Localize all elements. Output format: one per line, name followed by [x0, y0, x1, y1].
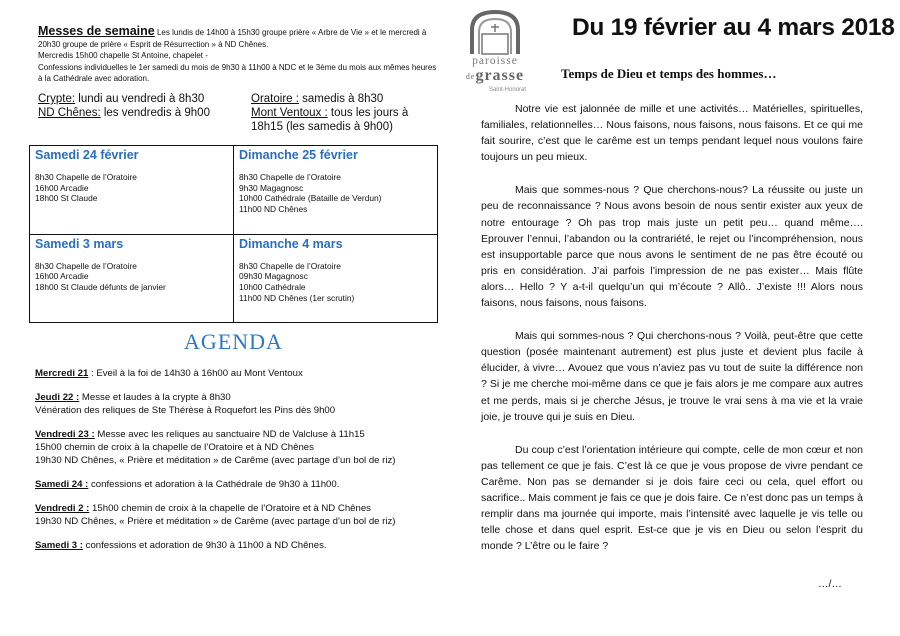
paragraph: Mais qui sommes-nous ? Qui cherchons-nous ? Voilà, peut-être que cette question (posée maintenant autrement) est plus juste et devient plus facile à élucider, à vivre… Avouez que vous n’aviez pas vu tout de suite la différence non ? Si je me cherche moi-même dans ce que je fais alors je me compare aux autres et me perds, mais si je cherche Jésus, je trouve le vrai sens à ma vie et la vraie joie, je trouve qui je suis en Dieu.	[481, 330, 863, 423]
paragraph: Notre vie est jalonnée de mille et une activités… Matérielles, spirituelles, familiales, relationnelles… Nous faisons, nous faisons, nous faisons. Et ce qui me fait sourire, c’est que le carême est un temps pendant lequel nous voulons faire toujours un peu mieux.	[481, 103, 863, 164]
logo-line3: Saint-Honorat	[488, 87, 526, 93]
mass-line: 11h00 ND Chênes (1er scrutin)	[239, 292, 355, 303]
mass-times	[38, 92, 438, 134]
agenda-title: AGENDA	[184, 329, 283, 354]
ndchenes-text: les vendredis à 9h00	[100, 107, 210, 119]
mass-line: 16h00 Arcadie	[35, 182, 89, 193]
agenda-entry	[35, 428, 445, 467]
ventoux-text2: 18h15 (les samedis à 9h00)	[251, 121, 393, 133]
parish-logo	[460, 8, 530, 100]
day-title: Samedi 3 mars	[35, 236, 124, 251]
day-title: Dimanche 25 février	[239, 148, 358, 162]
logo-line2: degrasse	[465, 67, 525, 84]
weekend-masses-table	[29, 145, 438, 323]
agenda-text: 19h30 ND Chênes, « Prière et méditation » de Carême (avec partage d’un bol de riz)	[35, 516, 396, 527]
agenda-day: Vendredi 2 :	[35, 503, 90, 514]
mass-line: 09h30 Magagnosc	[239, 271, 308, 282]
day-title: Dimanche 4 mars	[239, 236, 343, 251]
weekday-masses-title: Messes de semaine	[38, 24, 155, 38]
agenda-text: Messe et laudes à la crypte à 8h30	[79, 392, 231, 403]
agenda-entry	[35, 502, 445, 528]
crypte-text: lundi au vendredi à 8h30	[75, 93, 205, 105]
agenda-text: 19h30 ND Chênes, « Prière et méditation » de Carême (avec partage d’un bol de riz)	[35, 455, 396, 466]
ventoux-text: tous les jours à	[327, 107, 409, 119]
mass-line: 18h00 St Claude	[35, 193, 98, 204]
agenda-text: Messe avec les reliques au sanctuaire ND de Valcluse à 11h15	[94, 429, 365, 440]
logo-line1: paroisse	[472, 55, 518, 67]
mass-line: 8h30 Chapelle de l’Oratoire	[35, 172, 137, 182]
mass-line: 10h00 Cathédrale	[239, 281, 306, 292]
agenda-day: Vendredi 23 :	[35, 429, 95, 440]
weekday-masses	[38, 26, 438, 85]
mass-line: 10h00 Cathédrale (Bataille de Verdun)	[239, 193, 382, 204]
agenda-entry	[35, 391, 445, 417]
agenda-list	[35, 367, 445, 563]
crypte-label: Crypte:	[38, 93, 76, 105]
agenda-text: Vénération des reliques de Ste Thérèse à Roquefort les Pins dès 9h00	[35, 405, 336, 416]
agenda-text: : Eveil à la foi de 14h30 à 16h00 au Mont Ventoux	[88, 368, 303, 379]
weekday-masses-line3: Confessions individuelles le 1er samedi du mois de 9h30 à 11h00 à NDC et le 3ème du mois aux mêmes heures à la Cathédrale avec adoration.	[38, 62, 437, 84]
weekday-masses-line2: Mercredis 15h00 chapelle St Antoine, chapelet -	[38, 51, 208, 61]
agenda-text: confessions et adoration de 9h30 à 11h00 à ND Chênes.	[83, 540, 327, 551]
page-headline: Du 19 février au 4 mars 2018	[572, 14, 895, 41]
cell-saturday-3	[30, 234, 234, 323]
mass-line: 8h30 Chapelle de l’Oratoire	[239, 172, 341, 182]
article-title: Temps de Dieu et temps des hommes…	[561, 66, 777, 81]
agenda-text: 15h00 chemin de croix à la chapelle de l’Oratoire et à ND Chênes	[35, 442, 314, 453]
mass-line: 8h30 Chapelle de l’Oratoire	[35, 260, 137, 271]
cell-sunday-25	[234, 146, 438, 235]
day-title: Samedi 24 février	[35, 148, 139, 162]
mass-line: 18h00 St Claude défunts de janvier	[35, 281, 166, 292]
oratoire-label: Oratoire :	[251, 93, 299, 105]
paragraph: Du coup c’est l’orientation intérieure qui compte, celle de mon cœur et non pas tellement ce que je fais. C’est là ce que je vous propose de vivre pendant ce Carême. Non pas se demander si je dois faire ceci ou cela, quel effort ou sacrifice.. Mais comment je fais ce que je dois faire. Ce n’est donc pas un temps à remplir dans ma journée qui importe, mais l’intensité avec laquelle je vis telle ou telle chose et dans quel esprit. Est-ce que je vis en Dieu ou selon l’esprit du monde ? L’être ou le faire ?	[481, 443, 863, 553]
article-body	[481, 101, 863, 571]
agenda-text: confessions et adoration à la Cathédrale de 9h30 à 11h00.	[88, 479, 340, 490]
mass-line: 8h30 Chapelle de l’Oratoire	[239, 260, 341, 271]
agenda-entry	[35, 367, 445, 380]
agenda-day: Samedi 24 :	[35, 479, 89, 490]
agenda-day: Jeudi 22 :	[35, 392, 80, 403]
paragraph: Mais que sommes-nous ? Que cherchons-nous? La réussite ou juste un peu de reconnaissance ? Nous avons besoin de nous sentir exister aux yeux de notre entourage ? Oh pas trop mais juste un petit peu… quand même…. Eprouver l’ennui, l’abandon ou la contrariété, le rejet ou l’incompréhension, nous est insupportable parce que nous avons le sentiment de ne pas être écouté ou pris en considération. J’ai parfois l’impression de ne pas exister… Mais flûte alors… Hello ? Y a-t-il quelqu’un qui m’écoute ? Allô.. J’existe !!! Alors nous faisons, nous faisons, nous faisons.	[481, 184, 863, 310]
mass-line: 9h30 Magagnosc	[239, 182, 304, 193]
cell-saturday-24	[30, 146, 234, 235]
continuation-mark: …/…	[818, 578, 842, 590]
agenda-entry	[35, 478, 445, 491]
mass-line: 11h00 ND Chênes	[239, 204, 308, 215]
church-arch-icon	[460, 8, 530, 56]
agenda-day: Mercredi 21	[35, 368, 89, 379]
cell-sunday-4	[234, 234, 438, 323]
agenda-text: 15h00 chemin de croix à la chapelle de l’Oratoire et à ND Chênes	[89, 503, 371, 514]
weekday-masses-intro: Les lundis de 14h00 à 15h30 groupe prière « Arbre de Vie » et le mercredi à 20h30 groupe de prière « Esprit de Résurrection » à ND Chênes.	[38, 28, 427, 49]
ndchenes-label: ND Chênes:	[38, 107, 101, 119]
agenda-day: Samedi 3 :	[35, 540, 83, 551]
ventoux-label: Mont Ventoux :	[251, 107, 328, 119]
mass-line: 16h00 Arcadie	[35, 271, 89, 282]
oratoire-text: samedis à 8h30	[298, 93, 384, 105]
agenda-entry	[35, 539, 445, 552]
